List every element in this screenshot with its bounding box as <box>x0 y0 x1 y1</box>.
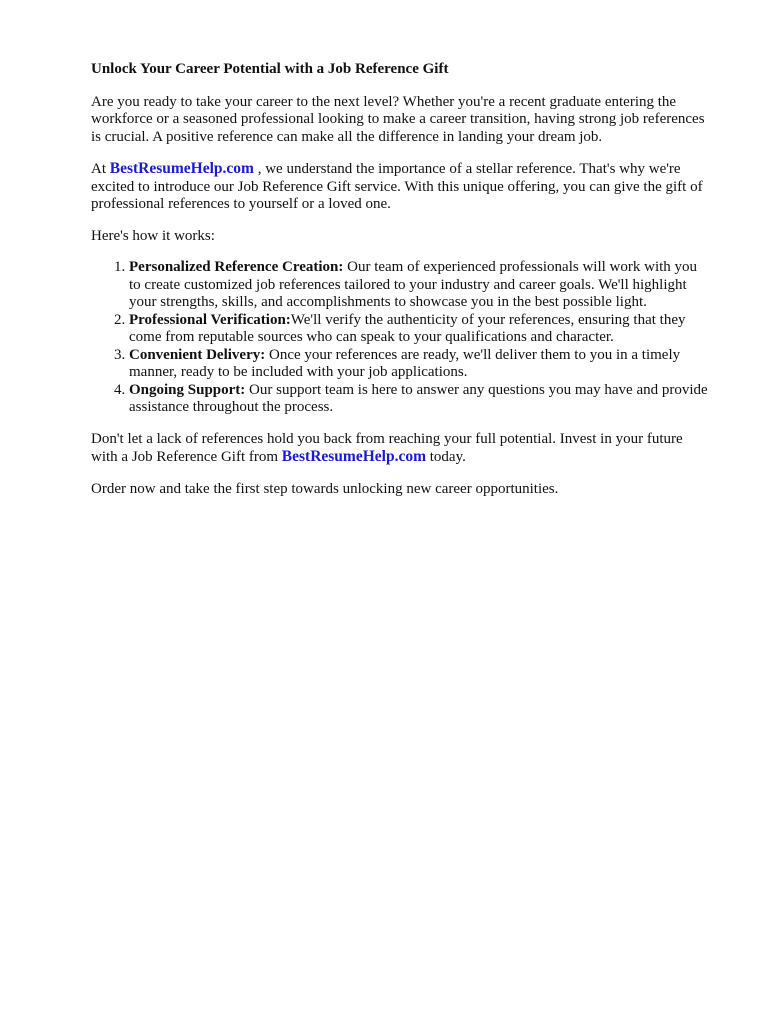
step-title: Convenient Delivery: <box>129 346 266 363</box>
list-item <box>129 312 711 347</box>
list-item <box>129 347 711 382</box>
closing-prefix: Don't let a lack of references hold you back from reaching your full potential. Invest in your future with a Job Reference Gift from <box>91 430 683 465</box>
step-title: Personalized Reference Creation: <box>129 259 344 275</box>
closing-paragraph <box>91 431 711 467</box>
closing-suffix: today. <box>426 449 466 465</box>
step-title: Professional Verification: <box>129 311 291 328</box>
steps-list <box>91 259 711 417</box>
final-paragraph: Order now and take the first step towards unlocking new career opportunities. <box>91 480 559 497</box>
bestresumehelp-link[interactable]: BestResumeHelp.com <box>109 160 254 177</box>
intro-company-paragraph <box>91 160 711 214</box>
list-item <box>129 259 711 312</box>
how-it-works-heading: Here's how it works: <box>91 227 215 244</box>
document-title: Unlock Your Career Potential with a Job Reference Gift <box>91 61 449 77</box>
document-page <box>91 61 711 512</box>
step-text: Our team of experienced professionals will work with you to create customized job references tailored to your industry and career goals. We'll highlight your strengths, skills, and accomplishments to showcase you in the best possible light. <box>129 259 698 310</box>
list-item <box>129 382 711 417</box>
step-text: Once your references are ready, we'll deliver them to you in a timely manner, ready to be included with your job applications. <box>129 346 681 380</box>
step-title: Ongoing Support: <box>129 381 246 398</box>
step-text: We'll verify the authenticity of your references, ensuring that they come from reputable sources who can speak to your qualifications and character. <box>129 311 686 345</box>
para2-suffix: , we understand the importance of a stellar reference. That's why we're excited to introduce our Job Reference Gift service. With this unique offering, you can give the gift of professional references to yourself or a loved one. <box>91 161 703 212</box>
para2-prefix: At <box>91 161 110 177</box>
bestresumehelp-link[interactable]: BestResumeHelp.com <box>281 448 426 465</box>
step-text: Our support team is here to answer any questions you may have and provide assistance throughout the process. <box>129 381 708 415</box>
intro-paragraph: Are you ready to take your career to the next level? Whether you're a recent graduate entering the workforce or a seasoned professional looking to make a career transition, having strong job references is crucial. A positive reference can make all the difference in landing your dream job. <box>91 93 705 145</box>
